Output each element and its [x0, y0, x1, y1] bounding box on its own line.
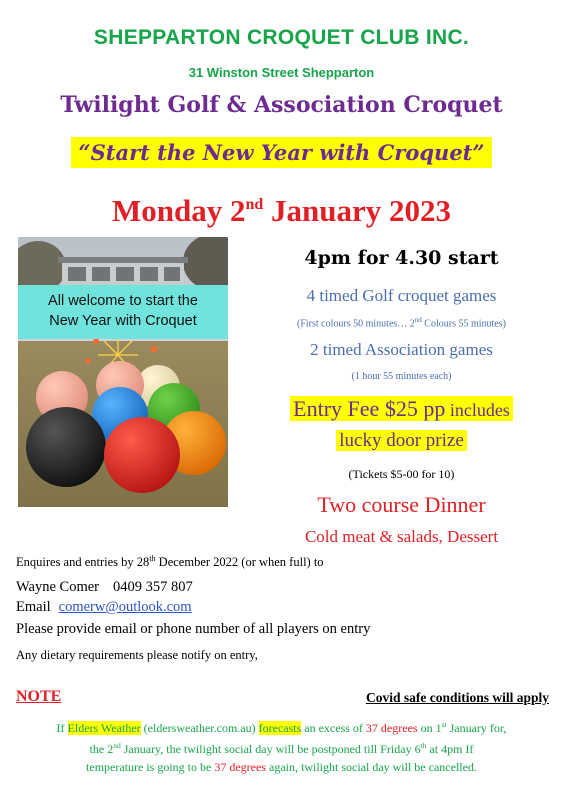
warning-text: the 2: [89, 742, 114, 756]
warning-text: January, the twilight social day will be postponed till Friday 6: [120, 742, 421, 756]
date-suffix: nd: [245, 196, 264, 213]
warning-text: January for,: [446, 721, 507, 735]
note-heading: NOTE: [16, 688, 62, 705]
dinner-menu: Cold meat & salads, Dessert: [304, 527, 499, 546]
enquiries-a: Enquires and entries by 28: [16, 555, 150, 570]
enquiries-b: December 2022 (or when full) to: [155, 555, 324, 570]
warning-sup: nd: [113, 741, 121, 750]
golf-sub-sup: nd: [414, 316, 422, 324]
dinner-heading: Two course Dinner: [317, 492, 486, 517]
association-games: 2 timed Association games: [310, 340, 493, 359]
start-time: 4pm for 4.30 start: [304, 247, 499, 269]
covid-notice: Covid safe conditions will apply: [365, 690, 549, 705]
entry-fee-row: [240, 396, 563, 422]
warning-text: If: [56, 721, 68, 735]
tagline: “Start the New Year with Croquet”: [71, 137, 493, 168]
dietary-line: Any dietary requirements please notify on entry,: [16, 648, 258, 662]
warning-text: an excess of: [301, 721, 366, 735]
warning-text: (eldersweather.com.au): [140, 721, 259, 735]
weather-warning: [14, 716, 549, 776]
club-name: SHEPPARTON CROQUET CLUB INC.: [93, 26, 470, 49]
croquet-photo: [18, 237, 228, 507]
elders-weather: Elders Weather: [67, 721, 141, 735]
golf-games-detail: [240, 316, 563, 329]
email-line: [16, 599, 192, 616]
temperature-threshold: 37 degrees: [365, 721, 418, 735]
email-link[interactable]: comerw@outlook.com: [58, 599, 192, 615]
caption-line-1: All welcome to start the: [48, 293, 198, 309]
event-title: Twilight Golf & Association Croquet: [60, 92, 503, 118]
contact-line: [16, 579, 193, 596]
tagline-row: [0, 140, 563, 165]
caption-line-2: New Year with Croquet: [49, 313, 197, 329]
date-rest: January 2023: [263, 193, 452, 228]
temperature-threshold: 37 degrees: [214, 760, 266, 774]
enquiries-sup: th: [149, 554, 156, 563]
club-address: 31 Winston Street Shepparton: [188, 65, 375, 80]
association-games-detail: (1 hour 55 minutes each): [351, 371, 452, 382]
warning-text: again, twilight social day will be cancelled.: [266, 760, 477, 774]
warning-text: on 1: [417, 721, 442, 735]
entry-fee: [290, 396, 513, 421]
provide-details-line: Please provide email or phone number of all players on entry: [16, 621, 371, 637]
entry-fee-includes: includes: [445, 400, 510, 420]
warning-sup: th: [420, 741, 427, 750]
contact-phone: 0409 357 807: [113, 579, 193, 595]
warning-text: at 4pm If: [426, 742, 474, 756]
event-date: [0, 193, 563, 229]
forecasts-word: forecasts: [258, 721, 302, 735]
croquet-balls-illustration: [18, 237, 228, 507]
email-label: Email: [16, 599, 51, 615]
golf-games: 4 timed Golf croquet games: [306, 286, 497, 305]
tickets-price: (Tickets $5-00 for 10): [348, 467, 455, 481]
golf-sub-b: Colours 55 minutes): [421, 318, 506, 330]
warning-sup: st: [441, 720, 447, 729]
enquiries-line: [16, 554, 324, 570]
lucky-door-prize: lucky door prize: [336, 430, 467, 451]
warning-text: temperature is going to be: [86, 760, 215, 774]
date-day: Monday 2: [111, 193, 246, 228]
contact-name: Wayne Comer: [16, 579, 99, 595]
entry-fee-amount: Entry Fee $25 pp: [293, 396, 446, 421]
golf-sub-a: (First colours 50 minutes… 2: [297, 318, 415, 330]
photo-caption: [18, 285, 228, 339]
lucky-door-row: [240, 430, 563, 452]
